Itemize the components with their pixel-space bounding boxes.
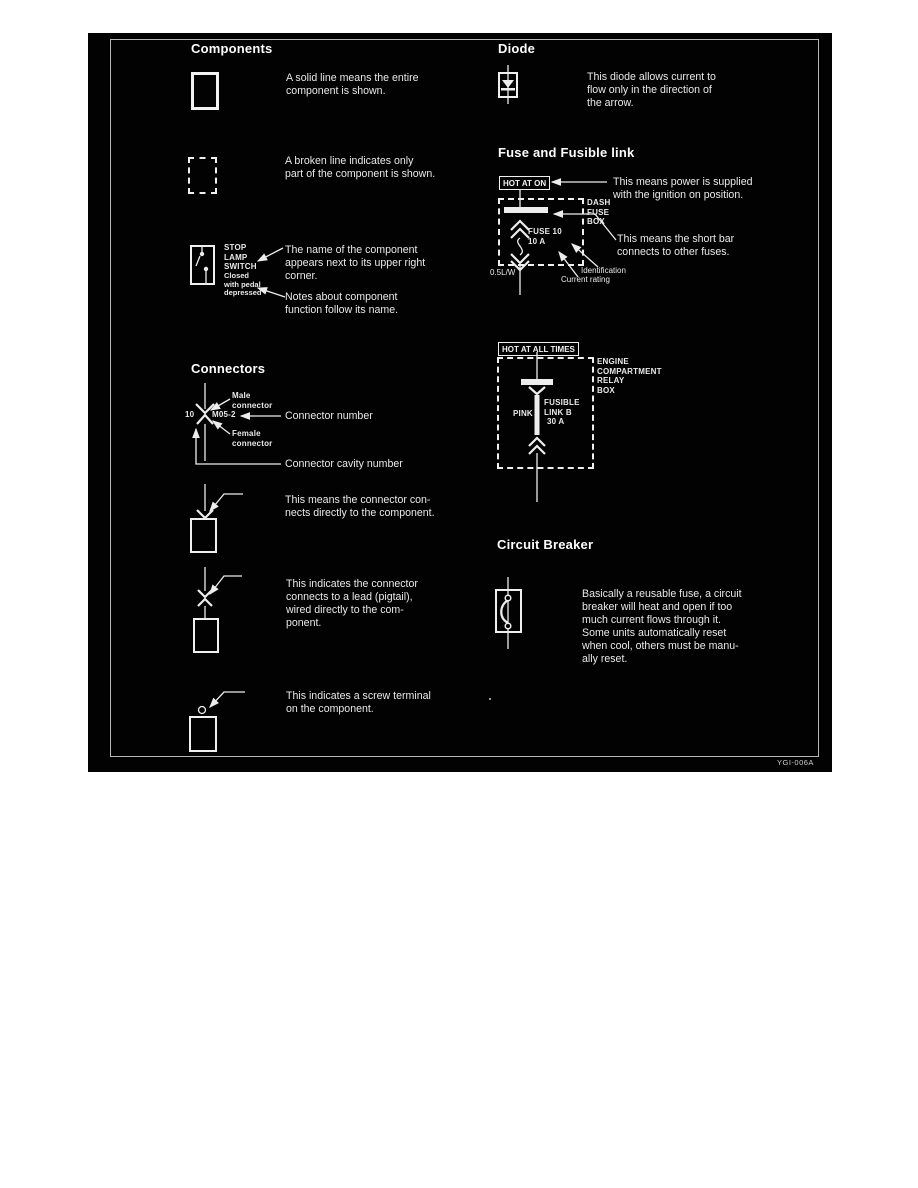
- male-connector-label: Male connector: [232, 391, 273, 410]
- female-connector-label: Female connector: [232, 429, 273, 448]
- broken-component-box-icon: [188, 157, 217, 194]
- figure-code: YGI-006A: [777, 758, 814, 767]
- dash-fuse-box-label: DASH FUSE BOX: [587, 198, 611, 226]
- engine-relay-box-label: ENGINE COMPARTMENT RELAY BOX: [597, 357, 662, 395]
- hot-at-on-badge: HOT AT ON: [499, 176, 550, 190]
- component-notes-desc: Notes about component function follow its name.: [285, 291, 399, 316]
- wire-color-code-label: 0.5L/W: [490, 268, 516, 277]
- components-heading: Components: [191, 41, 273, 56]
- circuit-breaker-box-icon: [495, 589, 522, 633]
- short-bar-desc: This means the short bar connects to other fuses.: [617, 233, 735, 258]
- screw-terminal-desc: This indicates a screw terminal on the component.: [286, 690, 431, 715]
- hot-at-all-times-badge: HOT AT ALL TIMES: [498, 342, 579, 356]
- stray-mark: [489, 698, 491, 700]
- screw-terminal-box-icon: [189, 716, 217, 752]
- fuse-id-label: FUSE 10: [528, 227, 562, 236]
- identification-label: Identification: [581, 266, 626, 275]
- diode-desc: This diode allows current to flow only in the direction of the arrow.: [587, 71, 716, 109]
- pink-wire-label: PINK: [513, 409, 533, 418]
- power-supplied-desc: This means power is supplied with the ignition on position.: [613, 176, 753, 201]
- component-name-desc: The name of the component appears next to its upper right corner.: [285, 244, 426, 282]
- fusible-link-rating-label: 30 A: [547, 417, 565, 426]
- broken-line-desc: A broken line indicates only part of the component is shown.: [285, 155, 436, 180]
- pigtail-connector-desc: This indicates the connector connects to a lead (pigtail), wired directly to the com- ponent.: [286, 578, 418, 629]
- pigtail-connector-box-icon: [193, 618, 219, 653]
- connectors-heading: Connectors: [191, 361, 266, 376]
- direct-connector-box-icon: [190, 518, 217, 553]
- fuse-rating-label: 10 A: [528, 237, 546, 246]
- fusible-link-id-label: FUSIBLE LINK B: [544, 398, 580, 417]
- fuse-heading: Fuse and Fusible link: [498, 145, 635, 160]
- solid-component-box-icon: [191, 72, 219, 110]
- current-rating-label: Current rating: [561, 275, 610, 284]
- switch-note-label: Closed with pedal depressed: [224, 271, 262, 297]
- stop-lamp-switch-box-icon: [190, 245, 215, 285]
- cavity-number-value: 10: [185, 410, 195, 419]
- switch-name-label: STOP LAMP SWITCH: [224, 243, 257, 271]
- connector-cavity-label: Connector cavity number: [285, 458, 403, 470]
- solid-line-desc: A solid line means the entire component is shown.: [286, 72, 419, 97]
- connector-number-label: Connector number: [285, 410, 373, 422]
- direct-connector-desc: This means the connector con- nects directly to the component.: [285, 494, 435, 519]
- circuit-breaker-desc: Basically a reusable fuse, a circuit breaker will heat and open if too much current flows through it. Some units automatically reset when cool, others must be manu- ally reset.: [582, 588, 742, 665]
- connector-number-value: M05-2: [212, 410, 236, 419]
- diode-heading: Diode: [498, 41, 536, 56]
- diode-box-icon: [498, 72, 518, 98]
- circuit-breaker-heading: Circuit Breaker: [497, 537, 594, 552]
